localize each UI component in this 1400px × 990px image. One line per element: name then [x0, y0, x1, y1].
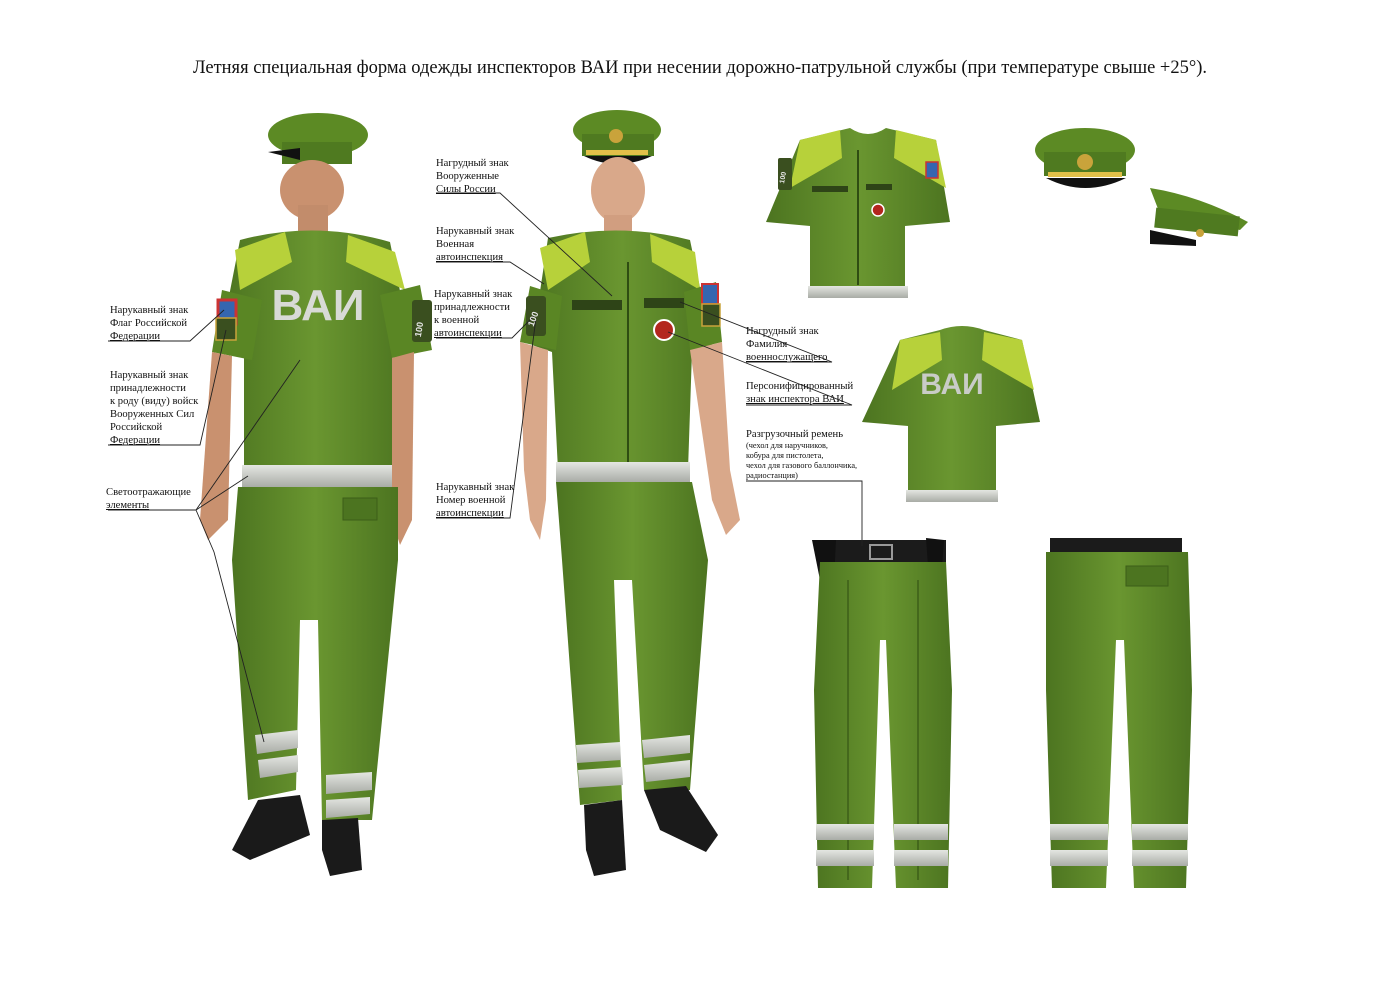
label-sleeve-vai: Нарукавный знак Военная автоинспекция	[436, 226, 515, 263]
svg-text:ВАИ: ВАИ	[920, 368, 984, 401]
label-chest-badge-af: Нагрудный знак Вооруженные Силы России	[436, 158, 509, 195]
label-reflective: Светоотражающие элементы	[106, 487, 191, 511]
label-sleeve-number: Нарукавный знак Номер военной автоинспекции	[436, 482, 515, 519]
page-title: Летняя специальная форма одежды инспекторов ВАИ при несении дорожно-патрульной службы (при температуре свыше +25°).	[192, 58, 1208, 78]
back-vai-text: ВАИ	[271, 281, 365, 330]
label-name-badge: Нагрудный знак Фамилия военнослужащего	[746, 326, 828, 363]
sleeve-number-text-product: 100	[779, 171, 788, 185]
label-belt: Разгрузочный ремень (чехол для наручников, кобура для пистолета, чехол для газового баллончика, радиостанция)	[746, 429, 858, 480]
sleeve-number-text-front: 100	[525, 310, 541, 328]
label-branch-patch: Нарукавный знак принадлежности к роду (виду) войск Вооруженных Сил Российской Федерации	[110, 370, 199, 446]
sleeve-number-text: 100	[412, 321, 426, 338]
label-personal-badge: Персонифицированный знак инспектора ВАИ	[746, 381, 854, 405]
label-flag-patch: Нарукавный знак Флаг Российской Федерации	[110, 305, 189, 342]
label-sleeve-belonging: Нарукавный знак принадлежности к военной автоинспекции	[434, 289, 513, 339]
